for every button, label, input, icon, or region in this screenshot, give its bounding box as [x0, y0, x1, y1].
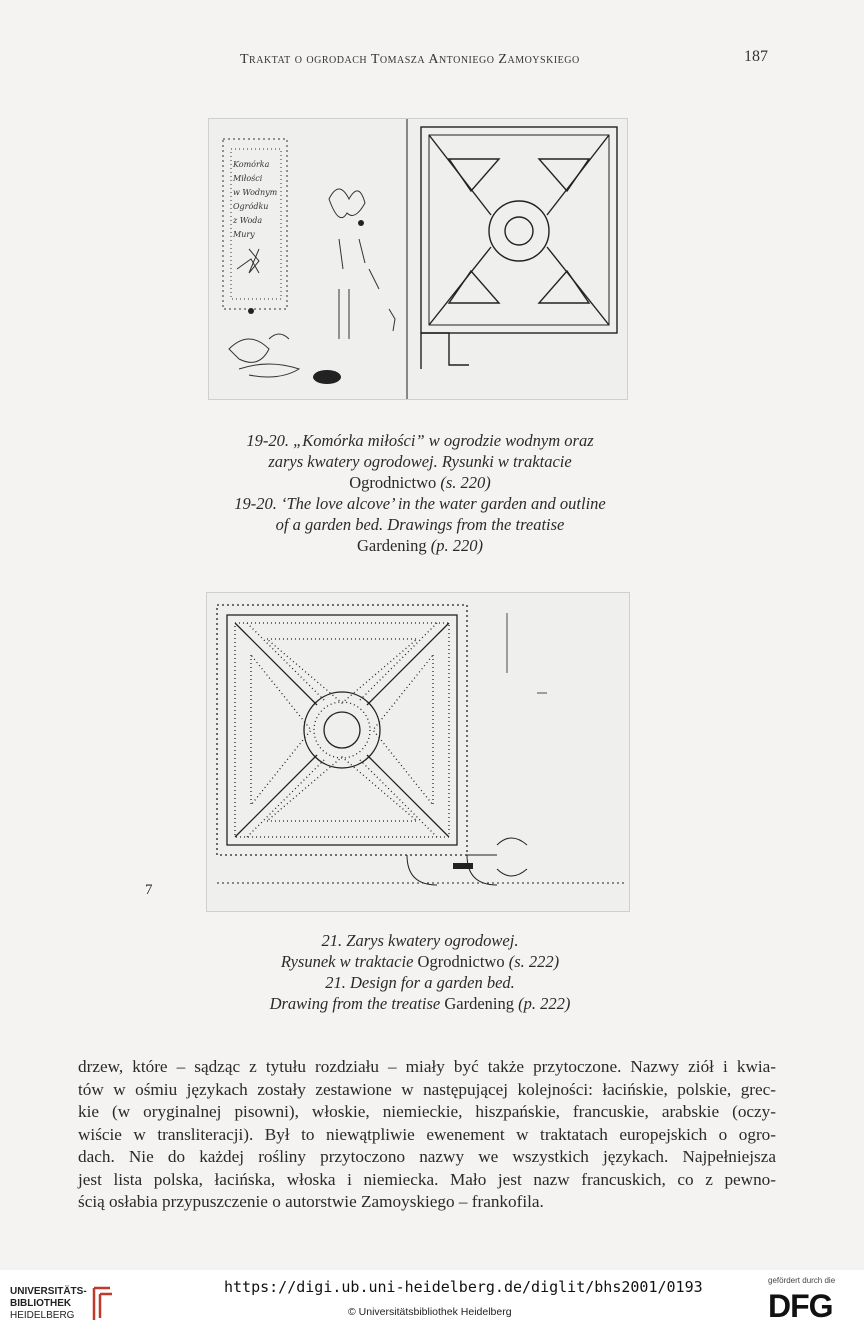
caption-en-title: Gardening — [356, 536, 427, 555]
caption2-pl-line-1: 21. Zarys kwatery ogrodowej. — [321, 931, 519, 950]
figure-garden-bed-design — [206, 592, 630, 912]
plan-gate-mark — [453, 863, 473, 869]
library-name-line-1: UNIVERSITÄTS- — [10, 1286, 87, 1297]
caption-en-ref: (p. 220) — [426, 536, 484, 555]
body-line: tów w ośmiu językach zostały zestawione w następującej kolejności: łacińskie, polskie, grec- — [78, 1079, 776, 1099]
caption2-en-title: Gardening — [444, 994, 515, 1013]
body-line: kie (w oryginalnej pisowni), włoskie, niemieckie, hiszpańskie, francuskie, arabskie (oczy- — [78, 1102, 776, 1121]
caption2-en-line-2a: Drawing from the treatise — [269, 994, 445, 1013]
caption2-en-ref: (p. 222) — [514, 994, 571, 1013]
caption2-pl-ref: (s. 222) — [504, 952, 560, 971]
sketch-handwriting-2: Miłości — [233, 174, 263, 183]
funding-label: gefördert durch die — [768, 1276, 836, 1285]
sketch-handwriting-3: w Wodnym — [233, 188, 278, 197]
permalink-url[interactable]: https://digi.ub.uni-heidelberg.de/diglit/bhs2001/0193 — [224, 1278, 703, 1296]
library-name-line-2: BIBLIOTHEK — [10, 1298, 72, 1309]
caption-figures-19-20 — [150, 430, 690, 556]
dfg-funding-logo[interactable] — [766, 1274, 858, 1326]
body-line: jest lista polska, łacińska, włoska i niemiecka. Mało jest nazw francuskich, co z pewno- — [78, 1169, 776, 1189]
running-title: Traktat o ogrodach Tomasza Antoniego Zamoyskiego — [240, 52, 580, 67]
caption-pl-line-1: 19-20. „Komórka miłości” w ogrodzie wodnym oraz — [246, 431, 594, 450]
caption-figure-21 — [150, 930, 690, 1014]
caption-en-line-2: of a garden bed. Drawings from the treatise — [275, 515, 565, 534]
body-line: wiście w transliteracji). Był to niewątpliwie ewenement w traktatach europejskich o ogro- — [78, 1124, 776, 1144]
caption2-pl-title: Ogrodnictwo — [417, 952, 505, 971]
sketch-handwriting-5: z Woda — [233, 216, 263, 225]
body-line: drzew, które – sądząc z tytułu rozdziału – miały być także przytoczone. Nazwy ziół i kwia- — [78, 1057, 776, 1076]
page-header — [0, 46, 864, 76]
copyright-notice: © Universitätsbibliothek Heidelberg — [348, 1306, 512, 1318]
caption-pl-line-2: zarys kwatery ogrodowej. Rysunki w traktacie — [268, 452, 572, 471]
body-line: dach. Nie do każdej rośliny przytoczono nazwy we wszystkich językach. Najpełniejsza — [78, 1147, 776, 1166]
sketch-handwriting-6: Mury — [233, 230, 255, 239]
margin-number: 7 — [145, 882, 153, 898]
body-line: ścią osłabia przypuszczenie o autorstwie Zamoyskiego – frankofila. — [78, 1192, 544, 1211]
caption-pl-ref: (s. 220) — [436, 473, 491, 492]
figure-love-alcove-sketch — [208, 118, 628, 400]
page-number: 187 — [744, 48, 768, 65]
caption-pl-title: Ogrodnictwo — [349, 473, 437, 492]
sketch-handwriting-1: Komórka — [233, 160, 270, 169]
caption2-en-line-1: 21. Design for a garden bed. — [325, 973, 515, 992]
library-emblem-icon — [90, 1282, 116, 1322]
figure-1-drawing — [209, 119, 627, 399]
body-paragraph — [78, 1056, 776, 1214]
university-library-logo[interactable] — [10, 1278, 120, 1326]
caption-en-line-1: 19-20. ‘The love alcove’ in the water garden and outline — [234, 494, 606, 513]
digitization-footer — [0, 1270, 864, 1330]
caption2-pl-line-2a: Rysunek w traktacie — [280, 952, 418, 971]
sketch-handwriting-4: Ogródku — [233, 202, 269, 211]
library-name-line-3: HEIDELBERG — [10, 1310, 75, 1321]
dfg-logo-text: DFG — [768, 1288, 833, 1324]
figure-2-drawing — [207, 593, 629, 911]
